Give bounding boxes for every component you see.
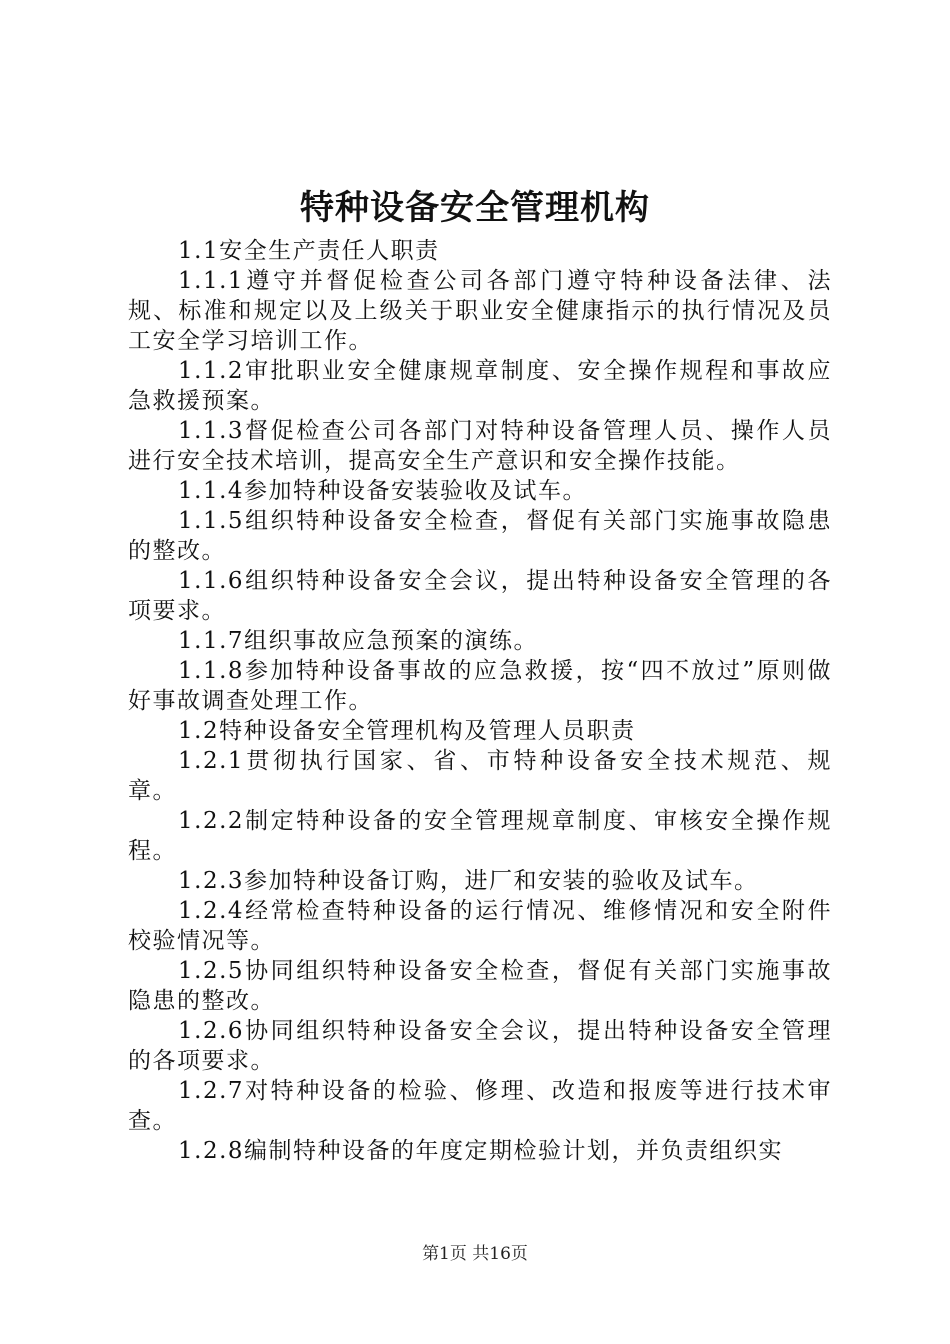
paragraph-1-2-4: 1.2.4经常检查特种设备的运行情况、维修情况和安全附件校验情况等。 xyxy=(128,898,832,954)
paragraph-1-2-3: 1.2.3参加特种设备订购，进厂和安装的验收及试车。 xyxy=(178,868,759,894)
paragraph-1-1-8: 1.1.8参加特种设备事故的应急救援，按“四不放过”原则做好事故调查处理工作。 xyxy=(128,658,832,714)
paragraph-1-1-3: 1.1.3督促检查公司各部门对特种设备管理人员、操作人员进行安全技术培训，提高安全生产意识和安全操作技能。 xyxy=(128,418,832,474)
document-title: 特种设备安全管理机构 xyxy=(300,188,650,228)
paragraph-1-1-5: 1.1.5组织特种设备安全检查，督促有关部门实施事故隐患的整改。 xyxy=(128,508,832,564)
document-body xyxy=(128,236,832,1166)
paragraph-1-1-4: 1.1.4参加特种设备安装验收及试车。 xyxy=(178,478,588,504)
paragraph-1-1-1: 1.1.1遵守并督促检查公司各部门遵守特种设备法律、法规、标准和规定以及上级关于职业安全健康指示的执行情况及员工安全学习培训工作。 xyxy=(128,268,832,354)
paragraph-1-1-7: 1.1.7组织事故应急预案的演练。 xyxy=(178,628,539,654)
paragraph-1-2-5: 1.2.5协同组织特种设备安全检查，督促有关部门实施事故隐患的整改。 xyxy=(128,958,832,1014)
paragraph-1-2: 1.2特种设备安全管理机构及管理人员职责 xyxy=(178,718,636,744)
page-number-footer: 第1页 共16页 xyxy=(422,1244,528,1264)
paragraph-1-1: 1.1安全生产责任人职责 xyxy=(178,238,440,264)
paragraph-1-1-6: 1.1.6组织特种设备安全会议，提出特种设备安全管理的各项要求。 xyxy=(128,568,832,624)
paragraph-1-2-8: 1.2.8编制特种设备的年度定期检验计划，并负责组织实 xyxy=(178,1138,784,1164)
paragraph-1-2-2: 1.2.2制定特种设备的安全管理规章制度、审核安全操作规程。 xyxy=(128,808,832,864)
paragraph-1-2-7: 1.2.7对特种设备的检验、修理、改造和报废等进行技术审查。 xyxy=(128,1078,832,1134)
paragraph-1-1-2: 1.1.2审批职业安全健康规章制度、安全操作规程和事故应急救援预案。 xyxy=(128,358,832,414)
paragraph-1-2-6: 1.2.6协同组织特种设备安全会议，提出特种设备安全管理的各项要求。 xyxy=(128,1018,832,1074)
paragraph-1-2-1: 1.2.1贯彻执行国家、省、市特种设备安全技术规范、规章。 xyxy=(128,748,832,804)
